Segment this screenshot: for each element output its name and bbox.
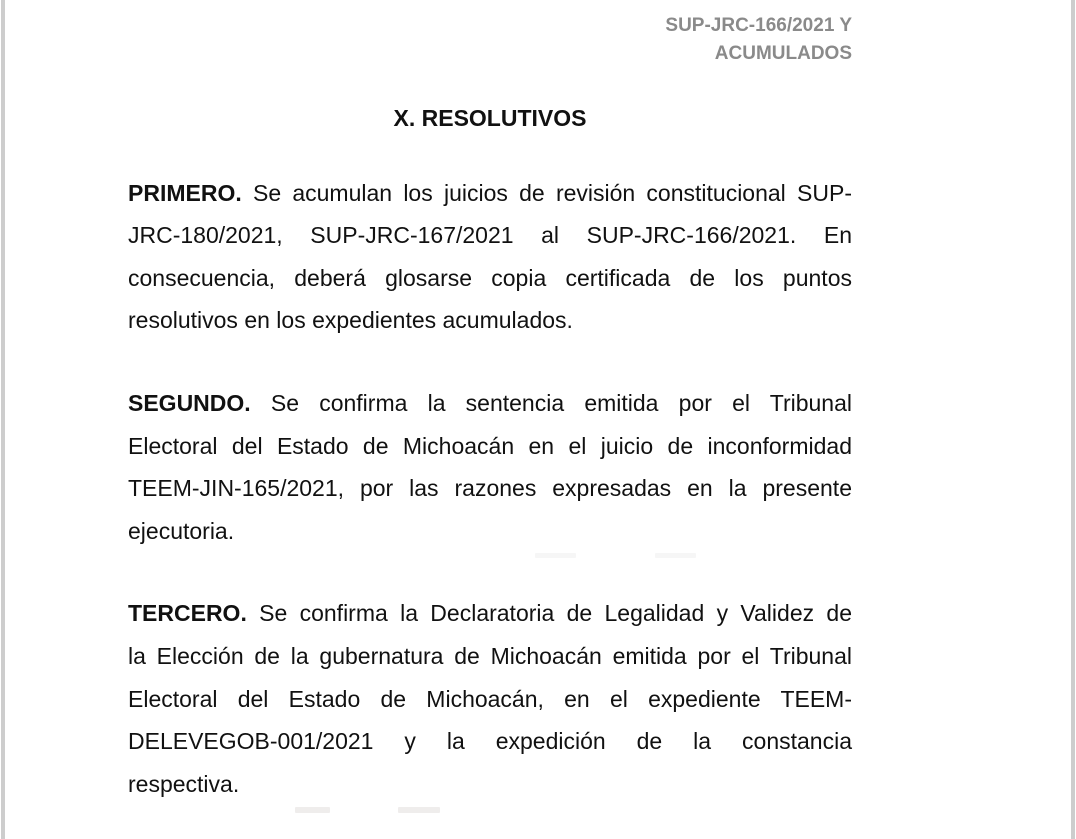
- document-content: [128, 0, 852, 805]
- paragraph-line: [128, 592, 852, 635]
- paragraph-line: DELEVEGOB-001/2021 y la expedición de la constancia: [128, 728, 852, 755]
- paragraph-lead-word: TERCERO.: [128, 600, 247, 627]
- page-edge-right: [1071, 0, 1075, 839]
- resolution-paragraph-segundo: [128, 382, 852, 552]
- paragraph-line: Electoral del Estado de Michoacán en el juicio de inconformidad: [128, 432, 852, 459]
- paragraph-line: TEEM-JIN-165/2021, por las razones expresadas en la presente: [128, 475, 852, 502]
- paragraph-line-text: Se confirma la Declaratoria de Legalidad y Validez de: [246, 600, 852, 627]
- paragraph-line: resolutivos en los expedientes acumulados.: [128, 307, 573, 334]
- resolution-paragraph-tercero: [128, 592, 852, 805]
- scan-artifact: [398, 807, 440, 813]
- paragraph-line: Electoral del Estado de Michoacán, en el expediente TEEM-: [128, 685, 852, 712]
- case-reference-line-1: SUP-JRC-166/2021 Y: [665, 15, 852, 36]
- paragraph-line: [128, 382, 852, 425]
- paragraph-lead-word: PRIMERO.: [128, 179, 242, 206]
- scan-artifact: [655, 553, 696, 558]
- scan-artifact: [535, 553, 576, 558]
- page-edge-left: [1, 0, 5, 839]
- resolution-paragraph-primero: [128, 172, 852, 342]
- section-title: X. RESOLUTIVOS: [393, 105, 587, 131]
- paragraph-line: la Elección de la gubernatura de Michoacán emitida por el Tribunal: [128, 642, 852, 669]
- paragraph-line: consecuencia, deberá glosarse copia certificada de los puntos: [128, 264, 852, 291]
- paragraph-line: [128, 172, 852, 215]
- paragraph-line-text: Se acumulan los juicios de revisión constitucional SUP-: [241, 179, 852, 206]
- paragraph-line: respectiva.: [128, 770, 240, 797]
- scan-artifact: [295, 807, 330, 813]
- case-reference: [128, 0, 852, 68]
- paragraph-line-text: Se confirma la sentencia emitida por el Tribunal: [250, 389, 852, 416]
- paragraph-line: JRC-180/2021, SUP-JRC-167/2021 al SUP-JRC-166/2021. En: [128, 222, 852, 249]
- paragraph-line: ejecutoria.: [128, 517, 235, 544]
- paragraph-lead-word: SEGUNDO.: [128, 389, 251, 416]
- case-reference-line-2: ACUMULADOS: [714, 43, 852, 64]
